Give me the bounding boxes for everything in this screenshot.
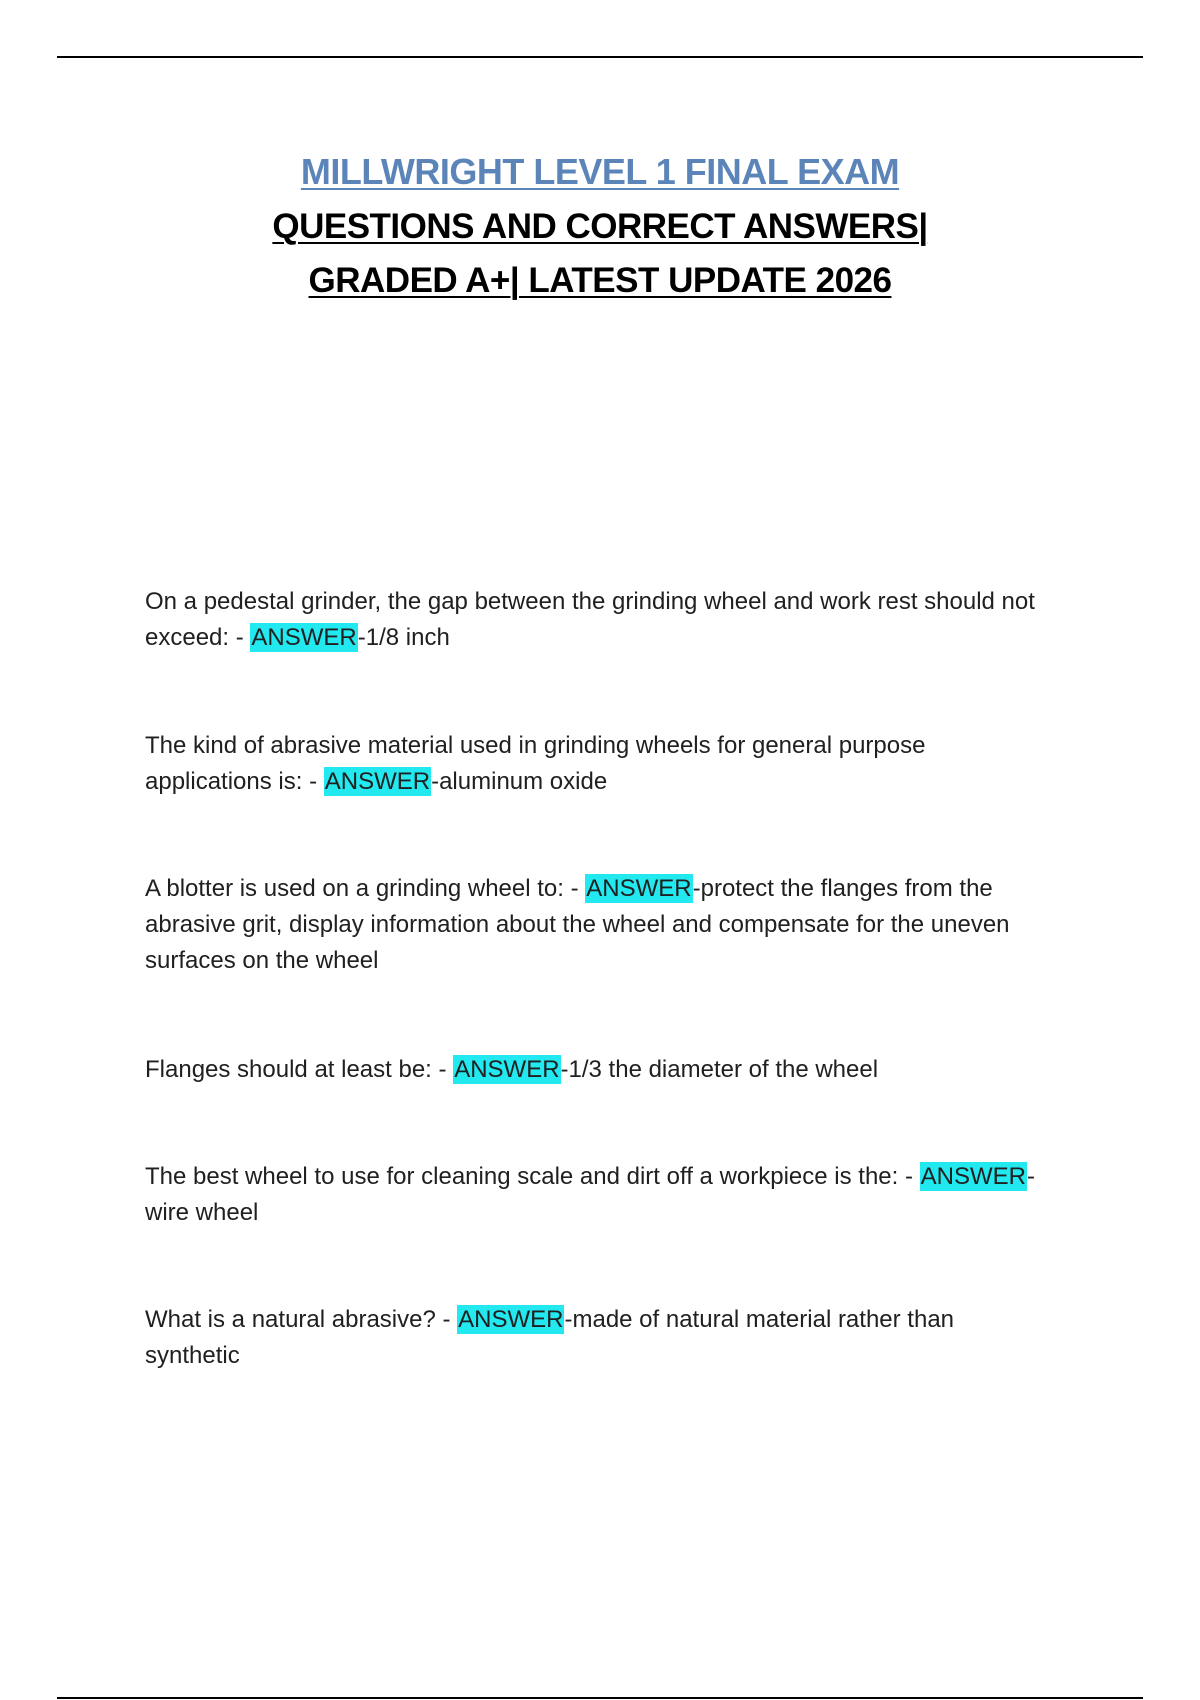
- answer-label-highlight: ANSWER: [586, 875, 692, 902]
- qa-item: [145, 871, 1045, 979]
- answer-text: -protect the flanges from the abrasive grit, display information about the wheel and compensate for the uneven surfaces on the wheel: [145, 875, 1010, 974]
- question-text: On a pedestal grinder, the gap between the grinding wheel and work rest should not exceed: -: [145, 588, 1035, 651]
- answer-label-highlight: ANSWER: [324, 768, 431, 795]
- answer-text: -made of natural material rather than synthetic: [145, 1306, 955, 1369]
- answer-label-highlight: ANSWER: [458, 1306, 564, 1333]
- answer-label-highlight: ANSWER: [454, 1056, 560, 1083]
- answer-text: -1/8 inch: [357, 624, 450, 651]
- qa-item: [145, 1159, 1045, 1231]
- qa-item: [145, 728, 1045, 800]
- answer-label-highlight: ANSWER: [251, 624, 357, 651]
- bottom-rule: [57, 1697, 1143, 1699]
- qa-item: [145, 1052, 1045, 1088]
- question-text: What is a natural abrasive? -: [145, 1306, 458, 1333]
- title-block: [0, 148, 1200, 308]
- question-text: Flanges should at least be: -: [145, 1056, 454, 1083]
- answer-text: -aluminum oxide: [431, 768, 608, 795]
- page-subtitle: QUESTIONS AND CORRECT ANSWERS| GRADED A+| LATEST UPDATE 2026: [272, 207, 928, 300]
- top-rule: [57, 56, 1143, 58]
- page-title: MILLWRIGHT LEVEL 1 FINAL EXAM: [300, 151, 900, 192]
- question-text: A blotter is used on a grinding wheel to: -: [145, 875, 586, 902]
- qa-item: [145, 1302, 1045, 1374]
- answer-text: -wire wheel: [145, 1163, 1035, 1226]
- answer-text: -1/3 the diameter of the wheel: [560, 1056, 879, 1083]
- question-text: The kind of abrasive material used in grinding wheels for general purpose applications is: -: [145, 732, 926, 795]
- qa-item: [145, 584, 1045, 656]
- question-text: The best wheel to use for cleaning scale and dirt off a workpiece is the: -: [145, 1163, 920, 1190]
- answer-label-highlight: ANSWER: [920, 1163, 1026, 1190]
